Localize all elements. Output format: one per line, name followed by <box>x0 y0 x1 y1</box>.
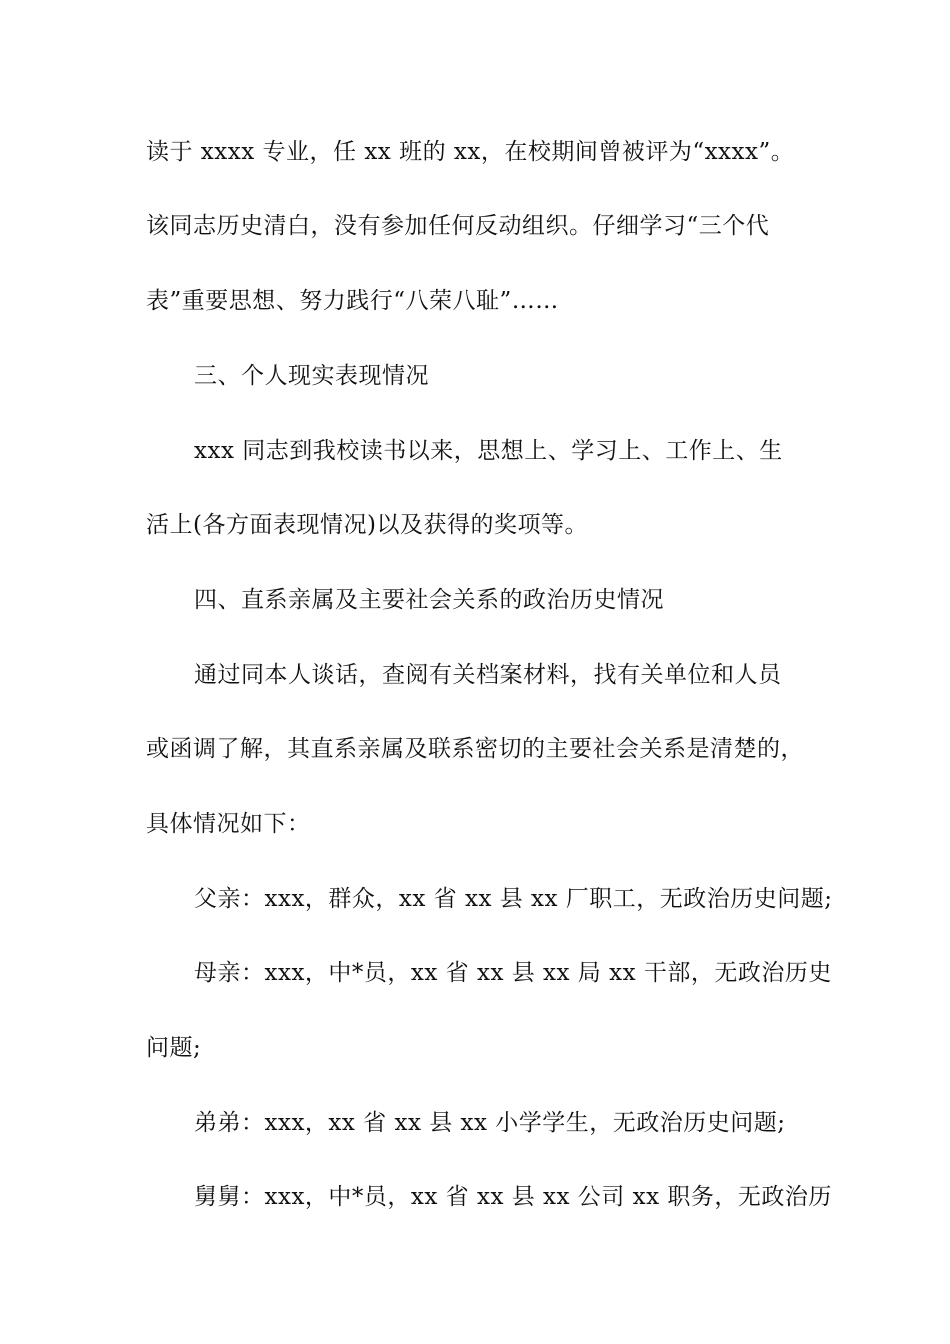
relative-entry-brother: 弟弟：xxx，xx 省 xx 县 xx 小学学生，无政治历史问题; <box>194 1110 786 1136</box>
relative-entry-father: 父亲：xxx，群众，xx 省 xx 县 xx 厂职工，无政治历史问题; <box>194 886 833 912</box>
section-heading: 四、直系亲属及主要社会关系的政治历史情况 <box>194 587 664 613</box>
paragraph-line: 读于 xxxx 专业，任 xx 班的 xx，在校期间曾被评为“xxxx”。 <box>146 139 795 165</box>
relative-entry-uncle: 舅舅：xxx，中*员，xx 省 xx 县 xx 公司 xx 职务，无政治历 <box>194 1184 832 1210</box>
paragraph-line: 表”重要思想、努力践行“八荣八耻”…… <box>146 288 559 314</box>
relative-entry-mother: 母亲：xxx，中*员，xx 省 xx 县 xx 局 xx 干部，无政治历史 <box>194 960 832 986</box>
paragraph-line: 通过同本人谈话，查阅有关档案材料，找有关单位和人员 <box>194 662 782 688</box>
paragraph-line: 问题; <box>146 1035 202 1061</box>
section-heading: 三、个人现实表现情况 <box>194 363 429 389</box>
paragraph-line: 该同志历史清白，没有参加任何反动组织。仔细学习“三个代 <box>146 213 770 239</box>
paragraph-line: 具体情况如下： <box>146 811 311 837</box>
paragraph-line: 或函调了解，其直系亲属及联系密切的主要社会关系是清楚的， <box>146 736 804 762</box>
paragraph-line: xxx 同志到我校读书以来，思想上、学习上、工作上、生 <box>194 438 783 464</box>
paragraph-line: 活上(各方面表现情况)以及获得的奖项等。 <box>146 512 588 538</box>
